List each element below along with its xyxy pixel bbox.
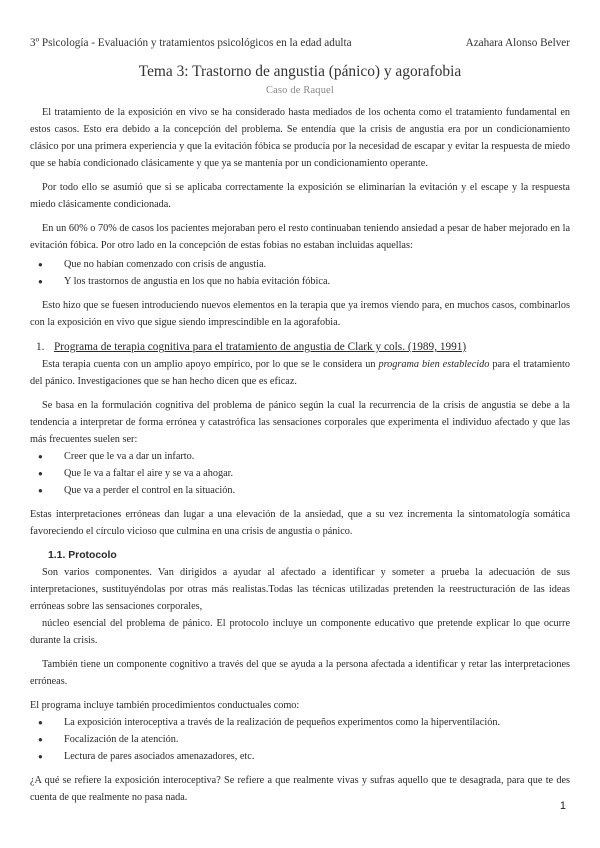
section-heading <box>30 339 570 356</box>
paragraph: El tratamiento de la exposición en vivo se ha considerado hasta mediados de los ochenta como el tratamiento fundamental en estos casos. Esto era debido a la concepción del problema. Se entendía que la crisis de angustia era por un condicionamiento clásico por una primera experiencia y que la evitación fóbica se producía por la necesidad de escapar y evitar la respuesta de miedo que se había condicionado clásicamente y que ya se mantenía por un condicionamiento operante. <box>30 107 570 169</box>
paragraph: Estas interpretaciones erróneas dan lugar a una elevación de la ansiedad, que a su vez incrementa la sintomatología somática favoreciendo el círculo vicioso que culmina en una crisis de angustia o pánico. <box>30 509 570 537</box>
page-title: Tema 3: Trastorno de angustia (pánico) y agorafobia <box>138 63 462 80</box>
document-body <box>30 104 570 806</box>
list-item: ● Que le va a faltar el aire y se va a ahogar. <box>30 465 570 482</box>
page-number: 1 <box>559 800 566 812</box>
paragraph: También tiene un componente cognitivo a través del que se ayuda a la persona afectada a identificar y retar las interpretaciones erróneas. <box>30 659 570 687</box>
bullet-list <box>30 448 570 499</box>
author-name: Azahara Alonso Belver <box>465 37 570 49</box>
paragraph: Se basa en la formulación cognitiva del problema de pánico según la cual la recurrencia de la crisis de angustia se debe a la tendencia a interpretar de forma errónea y catastrófica las sensaciones corporales que experimenta el individuo afectado y que las más frecuentes suelen ser: <box>30 400 570 445</box>
paragraph: ¿A qué se refiere la exposición interoceptiva? Se refiere a que realmente vivas y sufras aquello que te desagrada, para que te des cuenta de que realmente no pasa nada. <box>30 775 570 803</box>
text-span: Esta terapia cuenta con un amplio apoyo empírico, por lo que se le considera un <box>42 359 379 370</box>
section-number: 1. <box>36 341 45 353</box>
list-item: ● Focalización de la atención. <box>30 731 570 748</box>
page-header <box>30 37 570 53</box>
course-name: 3º Psicología - Evaluación y tratamientos psicológicos en la edad adulta <box>30 37 352 49</box>
paragraph: El programa incluye también procedimientos conductuales como: <box>30 700 300 711</box>
list-item: ● Que no habían comenzado con crisis de angustia. <box>30 256 570 273</box>
paragraph <box>30 356 570 390</box>
list-item: ● Lectura de pares asociados amenazadores, etc. <box>30 748 570 765</box>
page-subtitle: Caso de Raquel <box>265 85 334 96</box>
bullet-list <box>30 256 570 290</box>
list-item: ● Que va a perder el control en la situación. <box>30 482 570 499</box>
text-span: para el tratamiento del pánico. Investigaciones que se han hecho dicen que es eficaz. <box>30 359 571 387</box>
section-title: Programa de terapia cognitiva para el tratamiento de angustia de Clark y cols. (1989, 1991) <box>54 341 467 353</box>
emphasis-text: programa bien establecido <box>378 359 490 370</box>
subsection-heading: 1.1. Protocolo <box>48 550 117 561</box>
bullet-list <box>30 714 570 765</box>
list-item: ● La exposición interoceptiva a través de la realización de pequeños experimentos como la hiperventilación. <box>30 714 570 731</box>
paragraph: núcleo esencial del problema de pánico. El protocolo incluye un componente educativo que pretende explicar lo que ocurre durante la crisis. <box>30 618 570 646</box>
paragraph: Son varios componentes. Van dirigidos a ayudar al afectado a identificar y someter a prueba la adecuación de sus interpretaciones, sustituyéndolas por otras más realistas.Todas las técnicas utilizadas pretenden la reestructuración de las ideas erróneas sobre las sensaciones corporales, <box>30 567 570 612</box>
list-item: ● Y los trastornos de angustia en los que no había evitación fóbica. <box>30 273 570 290</box>
list-item: ● Creer que le va a dar un infarto. <box>30 448 570 465</box>
paragraph: Esto hizo que se fuesen introduciendo nuevos elementos en la terapia que ya iremos viendo para, en muchos casos, combinarlos con la exposición en vivo que sigue siendo imprescindible en la agorafobia. <box>30 300 570 328</box>
paragraph: Por todo ello se asumió que si se aplicaba correctamente la exposición se eliminarían la evitación y el escape y la respuesta miedo clásicamente condicionada. <box>30 182 570 210</box>
paragraph: En un 60% o 70% de casos los pacientes mejoraban pero el resto continuaban teniendo ansiedad a pesar de haber mejorado en la evitación fóbica. Por otro lado en la concepción de estas fobias no estaban incluidas aquellas: <box>30 223 570 251</box>
